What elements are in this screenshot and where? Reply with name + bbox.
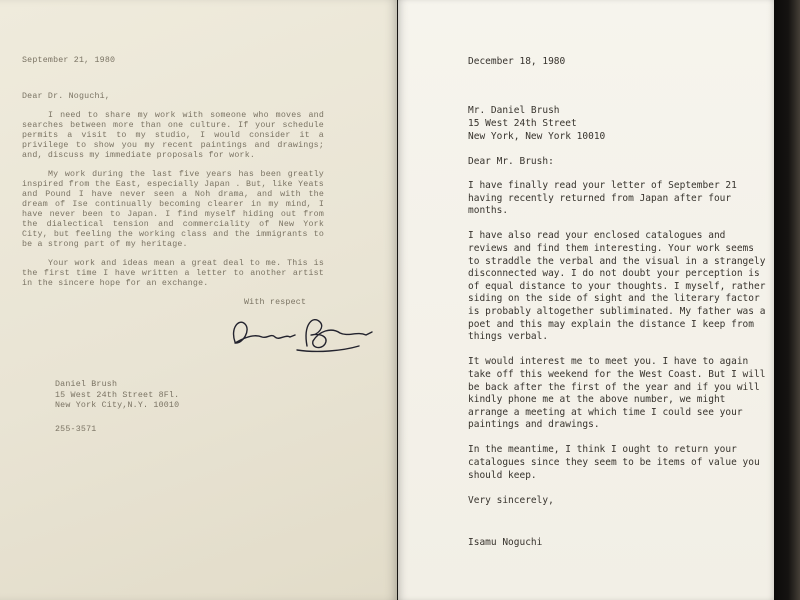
- right-letter-page: [398, 0, 774, 600]
- recipient-city: New York, New York 10010: [468, 130, 606, 142]
- letter-paragraph: I have finally read your letter of September 21 having recently returned from Japan after four months.: [468, 180, 737, 217]
- left-letter-body: [22, 111, 324, 289]
- right-letter-salutation: Dear Mr. Brush:: [468, 155, 554, 167]
- letter-paragraph: I need to share my work with someone who moves and searches between more than one culture. If your schedule permits a visit to my studio, I would consider it a privilege to show you my recent paintings and drawings; and, discuss my immediate proposals for work.: [22, 111, 324, 160]
- recipient-address-block: [468, 104, 771, 143]
- scan-edge-shadow: [774, 0, 800, 600]
- left-letter-salutation: Dear Dr. Noguchi,: [22, 92, 111, 101]
- sender-city: New York City,N.Y. 10010: [55, 401, 180, 410]
- right-letter-body: [468, 180, 771, 482]
- letter-paragraph: It would interest me to meet you. I have to again take off this weekend for the West Coast. But I will be back after the first of the year and if you will kindly phone me at the above number, we might arrange a meeting at which time I could see your paintings and drawings.: [468, 356, 766, 431]
- sender-address-block: [55, 380, 324, 412]
- letter-paragraph: I have also read your enclosed catalogues and reviews and find them interesting. Your work seems to straddle the verbal and the visual in a strangely disconnected way. I do not doubt your perception is of equal distance to your thoughts. I myself, rather siding on the side of sight and the literary factor is probably altogether subliminated. My father was a poet and this may explain the distance I keep from things verbal.: [468, 230, 766, 343]
- right-letter-content: [468, 56, 771, 550]
- right-letter-closing: Very sincerely,: [468, 494, 554, 506]
- sender-name: Daniel Brush: [55, 380, 118, 389]
- left-letter-date: September 21, 1980: [22, 56, 116, 65]
- letter-paragraph: Your work and ideas mean a great deal to me. This is the first time I have written a letter to another artist in the sincere hope for an exchange.: [22, 259, 324, 288]
- letter-paragraph: In the meantime, I think I ought to return your catalogues since they seem to be items of value you should keep.: [468, 444, 760, 481]
- sender-street: 15 West 24th Street 8Fl.: [55, 390, 180, 400]
- daniel-brush-handwritten-signature: [227, 310, 377, 356]
- right-letter-date: December 18, 1980: [468, 56, 566, 67]
- left-letter-closing: With respect: [244, 298, 307, 307]
- recipient-name: Mr. Daniel Brush: [468, 104, 560, 116]
- sender-phone-number: 255-3571: [55, 424, 97, 434]
- left-letter-content: [22, 56, 324, 435]
- right-letter-signature-name: Isamu Noguchi: [468, 537, 543, 549]
- letter-paragraph: My work during the last five years has been greatly inspired from the East, especially Japan . But, like Yeats and Pound I have never seen a Noh drama, and with the dream of Ise continually becoming clearer in my mind, I have never been to Japan. I find myself hiding out from the dialectical tension and commerciality of New York City, but feeling the working class and the immigrants to be a strong part of my heritage.: [22, 170, 324, 249]
- left-letter-page: [0, 0, 397, 600]
- recipient-street: 15 West 24th Street: [468, 117, 577, 129]
